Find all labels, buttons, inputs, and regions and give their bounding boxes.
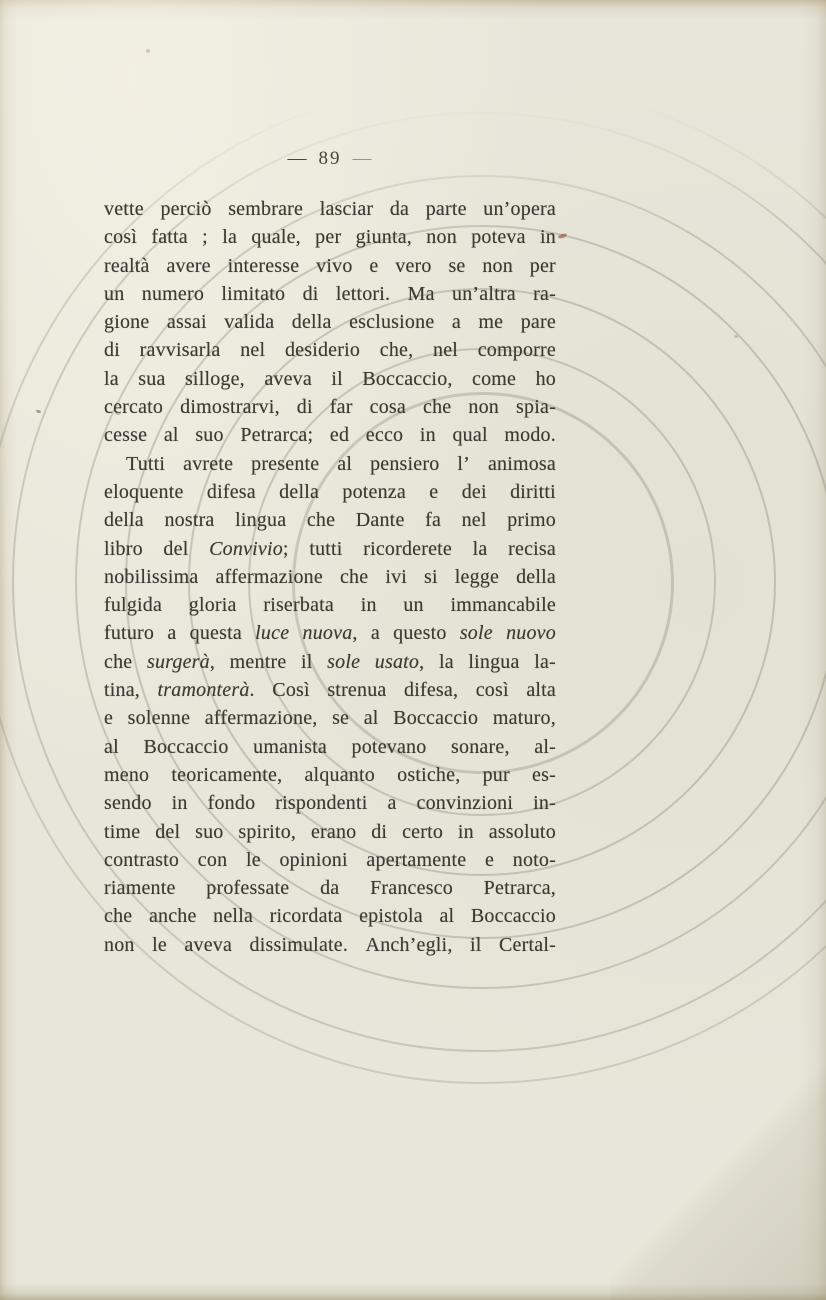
paper-speck-2: [115, 412, 121, 415]
text-line-p2-2: eloquente difesa della potenza e dei diritti: [104, 480, 556, 503]
paper-speck-4: [734, 335, 738, 338]
text-line-p1-7: la sua silloge, aveva il Boccaccio, come ho: [104, 367, 556, 390]
text-line-p1-2: così fatta ; la quale, per giunta, non poteva in: [104, 226, 556, 249]
page-header: [104, 148, 556, 170]
text-line-p2-18: non le aveva dissimulate. Anch’egli, il Certal-: [104, 933, 556, 956]
text-line-p2-14: time del suo spirito, erano di certo in assoluto: [104, 820, 556, 843]
paragraph-1: [104, 198, 556, 453]
text-line-p2-11: al Boccaccio umanista potevano sonare, al-: [104, 735, 556, 758]
text-line-p1-9: cesse al suo Petrarca; ed ecco in qual modo.: [104, 424, 556, 447]
text-line-p1-4: un numero limitato di lettori. Ma un’altra ra-: [104, 282, 556, 305]
paragraph-2: [104, 453, 556, 962]
text-line-p1-8: cercato dimostrarvi, di far cosa che non spia-: [104, 396, 556, 419]
text-line-p2-6: fulgida gloria riserbata in un immancabile: [104, 594, 556, 617]
text-line-p2-9: tina, tramonterà. Così strenua difesa, così alta: [104, 679, 556, 702]
text-line-p2-17: che anche nella ricordata epistola al Boccaccio: [104, 905, 556, 928]
header-right-dash: —: [352, 148, 373, 169]
text-line-p1-5: gione assai valida della esclusione a me pare: [104, 311, 556, 334]
text-line-p2-4: libro del Convivio; tutti ricorderete la recisa: [104, 537, 556, 560]
text-line-p1-6: di ravvisarla nel desiderio che, nel comporre: [104, 339, 556, 362]
header-left-dash: —: [287, 148, 308, 169]
text-line-p2-7: futuro a questa luce nuova, a questo sole nuovo: [104, 622, 556, 645]
text-line-p2-13: sendo in fondo rispondenti a convinzioni in-: [104, 792, 556, 815]
text-line-p2-12: meno teoricamente, alquanto ostiche, pur es-: [104, 763, 556, 786]
text-line-p2-5: nobilissima affermazione che ivi si legge della: [104, 565, 556, 588]
text-line-p2-1: Tutti avrete presente al pensiero l’ animosa: [126, 452, 556, 475]
page-number: 89: [318, 148, 342, 169]
text-line-p2-15: contrasto con le opinioni apertamente e noto-: [104, 848, 556, 871]
text-line-p1-1: vette perciò sembrare lasciar da parte un’opera: [104, 198, 556, 220]
page-corner-shade: [611, 1065, 826, 1300]
text-line-p2-3: della nostra lingua che Dante fa nel primo: [104, 509, 556, 532]
body-text: [104, 198, 556, 962]
text-line-p1-3: realtà avere interesse vivo e vero se non per: [104, 254, 556, 277]
text-line-p2-8: che surgerà, mentre il sole usato, la lingua la-: [104, 650, 556, 673]
text-line-p2-10: e solenne affermazione, se al Boccaccio maturo,: [104, 707, 556, 730]
paper-speck-3: [146, 49, 150, 53]
text-line-p2-16: riamente professate da Francesco Petrarca,: [104, 877, 556, 900]
